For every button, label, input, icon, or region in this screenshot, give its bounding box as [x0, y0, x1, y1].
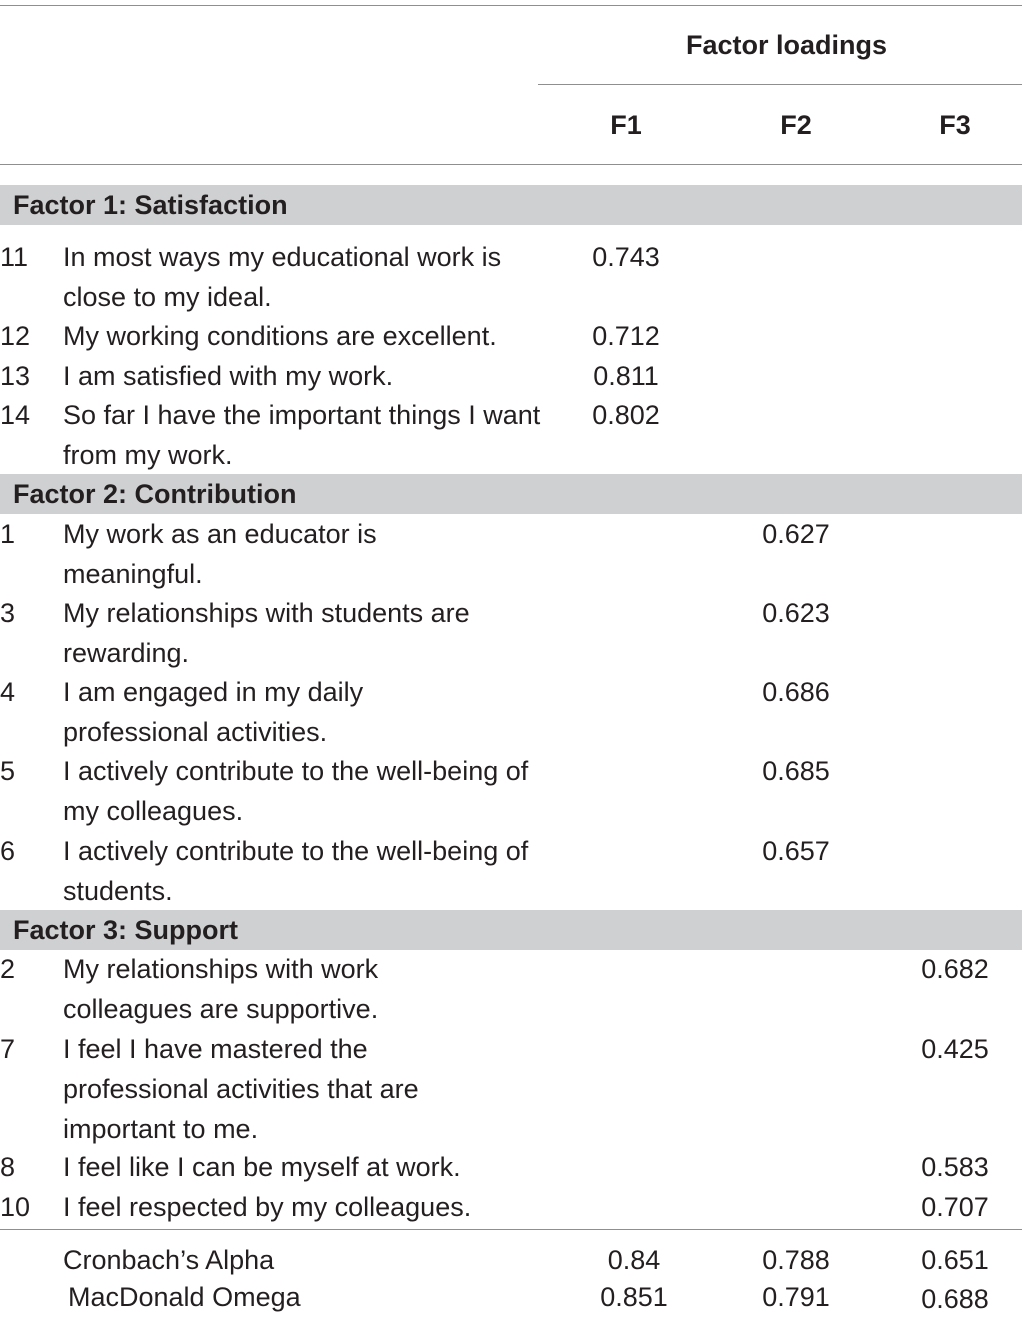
loading-f1: 0.712 — [592, 321, 660, 351]
item-number: 8 — [0, 1152, 16, 1182]
item-number: 11 — [0, 242, 29, 272]
item-number: 7 — [0, 1034, 16, 1064]
item-number: 2 — [0, 954, 16, 984]
item-text: I feel like I can be myself at work. — [63, 1152, 461, 1182]
loading-f3: 0.682 — [921, 954, 989, 984]
loading-f2: 0.627 — [762, 519, 830, 549]
item-number: 5 — [0, 756, 16, 786]
reliability-f3: 0.688 — [921, 1284, 989, 1314]
loading-f1: 0.802 — [592, 400, 660, 430]
section-header-contribution — [0, 474, 1022, 514]
factor-loadings-underline — [538, 84, 1022, 85]
item-text: My work as an educator is meaningful. — [63, 519, 377, 589]
section-header-satisfaction — [0, 185, 1022, 225]
loading-f1: 0.811 — [593, 361, 659, 391]
table-top-rule — [0, 5, 1022, 6]
loading-f2: 0.686 — [762, 677, 830, 707]
reliability-f2: 0.788 — [762, 1245, 830, 1275]
loading-f2: 0.685 — [762, 756, 830, 786]
item-text: I am engaged in my daily professional activities. — [63, 677, 364, 747]
reliability-f1: 0.84 — [607, 1245, 661, 1275]
item-text: So far I have the important things I want from my work. — [63, 400, 541, 470]
item-text: In most ways my educational work is close to my ideal. — [63, 242, 502, 312]
item-number: 4 — [0, 677, 16, 707]
column-header-f3: F3 — [939, 110, 971, 140]
reliability-f2: 0.791 — [762, 1282, 830, 1312]
section-title: Factor 1: Satisfaction — [13, 190, 288, 220]
loading-f3: 0.583 — [921, 1152, 989, 1182]
loading-f2: 0.623 — [762, 598, 830, 628]
reliability-label: MacDonald Omega — [68, 1282, 301, 1312]
item-number: 12 — [0, 321, 31, 351]
header-bottom-rule — [0, 164, 1022, 165]
item-number: 1 — [0, 519, 16, 549]
item-text: My working conditions are excellent. — [63, 321, 497, 351]
item-text: I feel respected by my colleagues. — [63, 1192, 472, 1222]
section-title: Factor 3: Support — [13, 915, 239, 945]
item-text: I am satisfied with my work. — [63, 361, 394, 391]
loading-f2: 0.657 — [762, 836, 830, 866]
item-text: I feel I have mastered the professional activities that are important to me. — [63, 1034, 419, 1144]
loading-f3: 0.707 — [921, 1192, 989, 1222]
reliability-f3: 0.651 — [921, 1245, 989, 1275]
item-number: 10 — [0, 1192, 31, 1222]
reliability-f1: 0.851 — [600, 1282, 668, 1312]
item-text: I actively contribute to the well-being of my colleagues. — [63, 756, 529, 826]
item-number: 13 — [0, 361, 31, 391]
column-header-f2: F2 — [780, 110, 812, 140]
section-title: Factor 2: Contribution — [13, 479, 297, 509]
reliability-label: Cronbach’s Alpha — [63, 1245, 275, 1275]
loading-f1: 0.743 — [592, 242, 660, 272]
item-text: My relationships with students are rewarding. — [63, 598, 470, 668]
item-text: My relationships with work colleagues are supportive. — [63, 954, 379, 1024]
factor-loadings-heading: Factor loadings — [685, 30, 888, 60]
column-header-f1: F1 — [610, 110, 642, 140]
footer-top-rule — [0, 1229, 1022, 1230]
item-number: 6 — [0, 836, 16, 866]
item-number: 3 — [0, 598, 16, 628]
loading-f3: 0.425 — [921, 1034, 989, 1064]
item-text: I actively contribute to the well-being of students. — [63, 836, 529, 906]
section-header-support — [0, 910, 1022, 950]
item-number: 14 — [0, 400, 31, 430]
